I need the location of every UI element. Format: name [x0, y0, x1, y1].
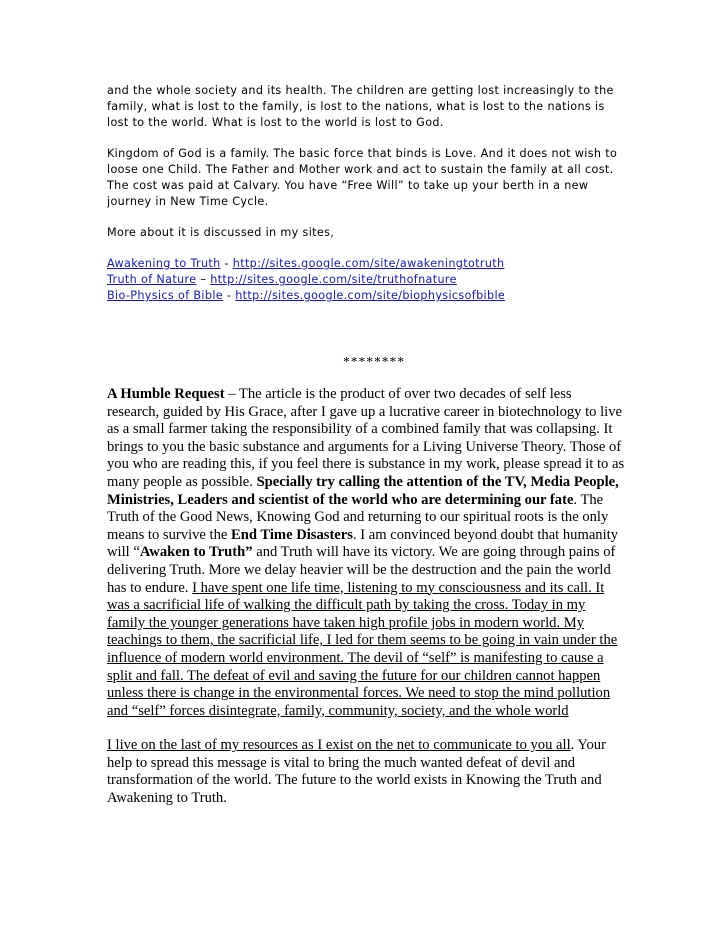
link-separator: -: [220, 257, 233, 270]
paragraph-humble-request: [107, 386, 627, 720]
request-text: – The article is the product of over two decades of self less research, guided by His Grace, after I gave up a lucrative career in biotechnology to live as a small farmer taking the responsibility of a combined family that was collapsing. It brings to you the basic substance and arguments for a Living Universe Theory. Those of you who are reading this, if you feel there is substance in my work, please spread it to as many people as possible.: [107, 386, 625, 490]
link-separator: –: [196, 273, 211, 286]
link-separator: -: [223, 289, 236, 302]
request-text: and Truth will have its victory. We are going through pains of delivering Truth. More we delay heavier will be the destruction and the pain the world has to endure.: [107, 544, 616, 596]
request-underlined-text: I have spent one life time, listening to my consciousness and its call. It was a sacrificial life of walking the difficult path by taking the cross. Today in my family the younger generations have taken high profile jobs in modern world. My teachings to them, the sacrificial life, I led for them seems to be going in vain under the influence of modern world environment. The devil of “self” is manifesting to cause a split and fall. The defeat of evil and saving the future for our children cannot happen unless there is change in the environmental forces. We need to stop the mind pollution and “self” forces disintegrate, family, community, society, and the whole world: [107, 579, 618, 719]
paragraph-kingdom: Kingdom of God is a family. The basic force that binds is Love. And it does not wish to loose one Child. The Father and Mother work and act to sustain the family at all cost. The cost was paid at Calvary. You have “Free Will” to take up your berth in a new journey in New Time Cycle.: [107, 147, 618, 208]
intro-section: [107, 83, 627, 304]
link-nature-url[interactable]: http://sites.google.com/site/truthofnature: [210, 273, 457, 286]
request-bold-awaken: Awaken to Truth”: [139, 544, 253, 561]
request-bold-attention: Specially try calling the attention of the TV, Media People, Ministries, Leaders and scientist of the world who are determining our fate: [107, 473, 619, 508]
paragraph-society: and the whole society and its health. The children are getting lost increasingly to the family, what is lost to the family, is lost to the nations, what is lost to the nations is lost to the world. What is lost to the world is lost to God.: [107, 84, 614, 129]
link-row: [107, 272, 627, 288]
link-awakening-url[interactable]: http://sites.google.com/site/awakeningtotruth: [232, 257, 505, 270]
request-text: . I am convinced beyond doubt that humanity will “: [107, 526, 618, 561]
link-row: [107, 256, 627, 272]
link-nature-title[interactable]: Truth of Nature: [107, 273, 197, 286]
closing-underlined-text: I live on the last of my resources as I exist on the net to communicate to you all: [107, 737, 571, 754]
paragraph-sites-intro: More about it is discussed in my sites,: [107, 226, 335, 239]
request-heading: A Humble Request: [107, 386, 225, 402]
section-separator: ********: [343, 354, 405, 369]
link-row: [107, 288, 627, 304]
request-bold-disasters: End Time Disasters: [231, 526, 353, 543]
request-text: . The Truth of the Good News, Knowing God and returning to our spiritual roots is the only means to survive the: [107, 491, 609, 543]
request-section: [107, 386, 627, 808]
link-awakening-title[interactable]: Awakening to Truth: [107, 257, 221, 270]
link-biophysics-url[interactable]: http://sites.google.com/site/biophysicsofbible: [235, 289, 506, 302]
link-biophysics-title[interactable]: Bio-Physics of Bible: [107, 289, 224, 302]
closing-text: . Your help to spread this message is vital to bring the much wanted defeat of devil and transformation of the world. The future to the world exists in Knowing the Truth and Awakening to Truth.: [107, 737, 606, 807]
document-page: [107, 83, 627, 825]
paragraph-closing: [107, 737, 627, 807]
site-links: [107, 256, 627, 304]
